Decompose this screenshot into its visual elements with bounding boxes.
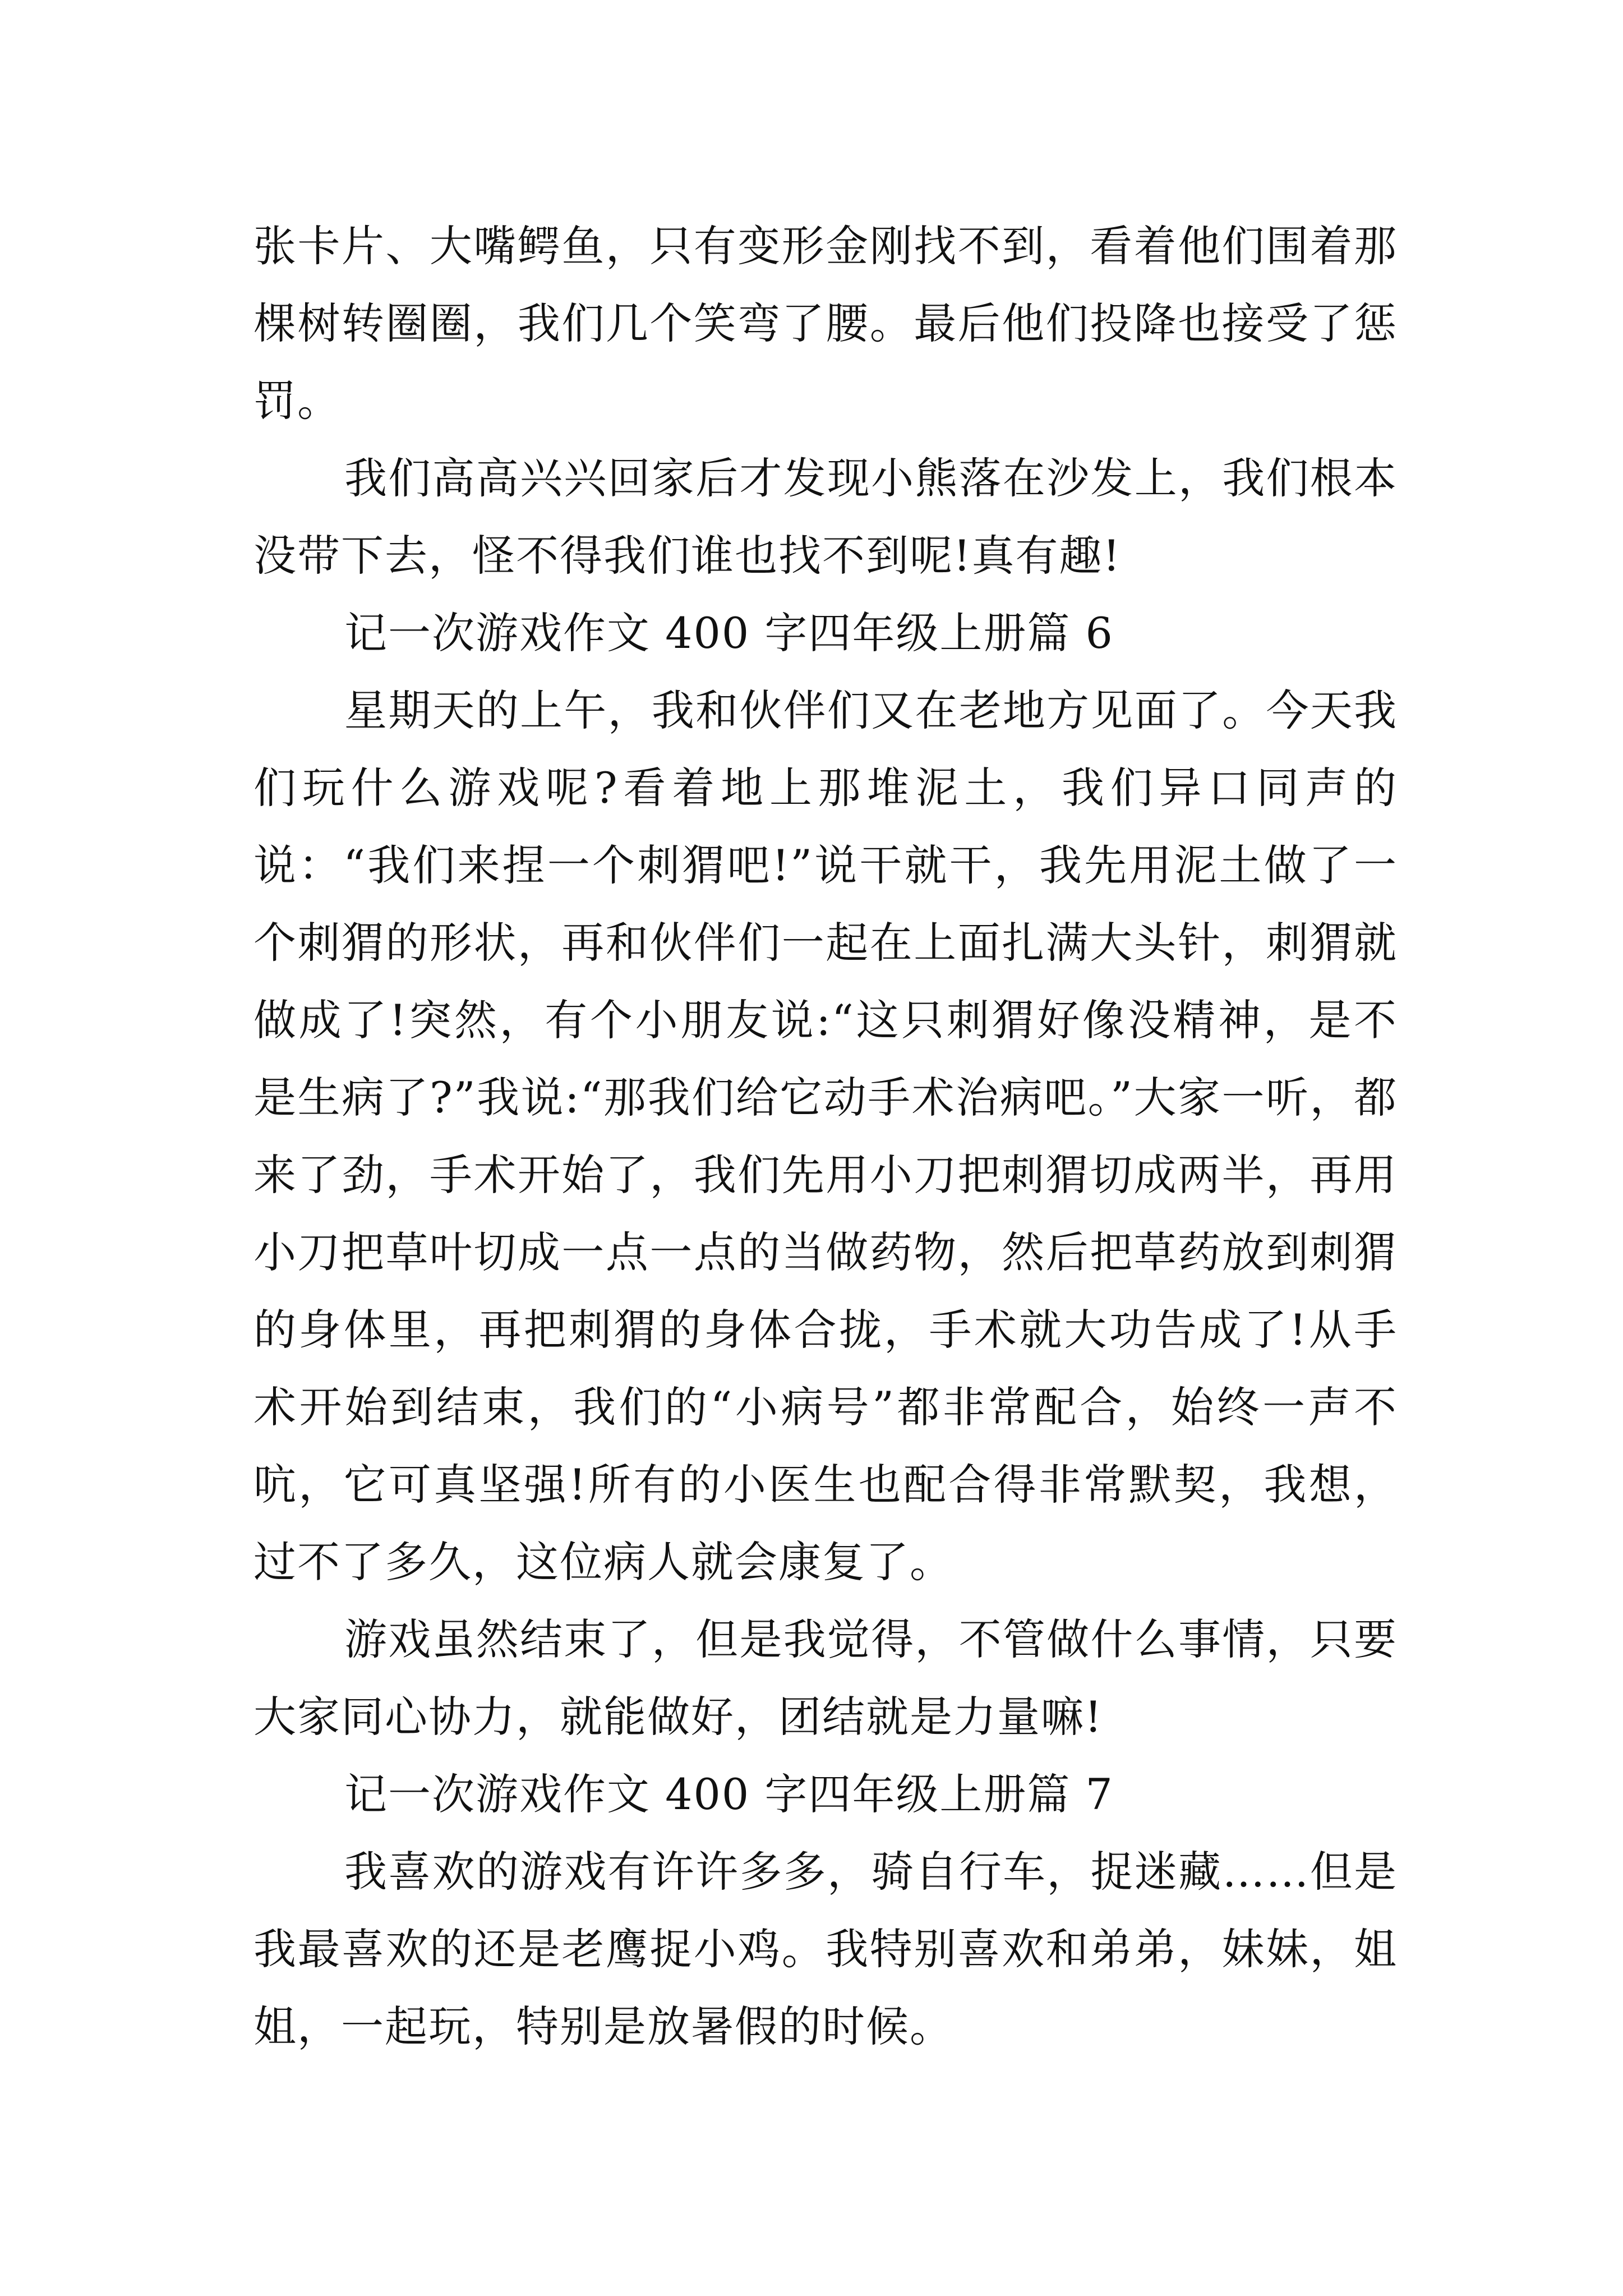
paragraph-teddy-bear: 我们高高兴兴回家后才发现小熊落在沙发上，我们根本没带下去，怪不得我们谁也找不到呢!真有趣! <box>253 453 1398 581</box>
document-body <box>253 208 1398 2065</box>
paragraph-continued-from-previous-page: 张卡片、大嘴鳄鱼，只有变形金刚找不到，看着他们围着那棵树转圈圈，我们几个笑弯了腰。最后他们投降也接受了惩罚。 <box>253 221 1398 426</box>
paragraph-favorite-games: 我喜欢的游戏有许许多多，骑自行车，捉迷藏……但是我最喜欢的还是老鹰捉小鸡。我特别喜欢和弟弟，妹妹，姐姐，一起玩，特别是放暑假的时候。 <box>253 1847 1398 2051</box>
paragraph-teamwork-conclusion: 游戏虽然结束了，但是我觉得，不管做什么事情，只要大家同心协力，就能做好，团结就是力量嘛! <box>253 1614 1398 1742</box>
essay-heading-6: 记一次游戏作文 400 字四年级上册篇 6 <box>344 608 1114 658</box>
paragraph-hedgehog-game: 星期天的上午，我和伙伴们又在老地方见面了。今天我们玩什么游戏呢?看着地上那堆泥土，我们异口同声的说：“我们来捏一个刺猬吧!”说干就干，我先用泥土做了一个刺猬的形状，再和伙伴们一起在上面扎满大头针，刺猬就做成了!突然，有个小朋友说:“这只刺猬好像没精神，是不是生病了?”我说:“那我们给它动手术治病吧。”大家一听，都来了劲，手术开始了，我们先用小刀把刺猬切成两半，再用小刀把草叶切成一点一点的当做药物，然后把草药放到刺猬的身体里，再把刺猬的身体合拢，手术就大功告成了!从手术开始到结束，我们的“小病号”都非常配合，始终一声不吭，它可真坚强!所有的小医生也配合得非常默契，我想，过不了多久，这位病人就会康复了。 <box>253 685 1398 1587</box>
essay-heading-7: 记一次游戏作文 400 字四年级上册篇 7 <box>344 1769 1114 1819</box>
